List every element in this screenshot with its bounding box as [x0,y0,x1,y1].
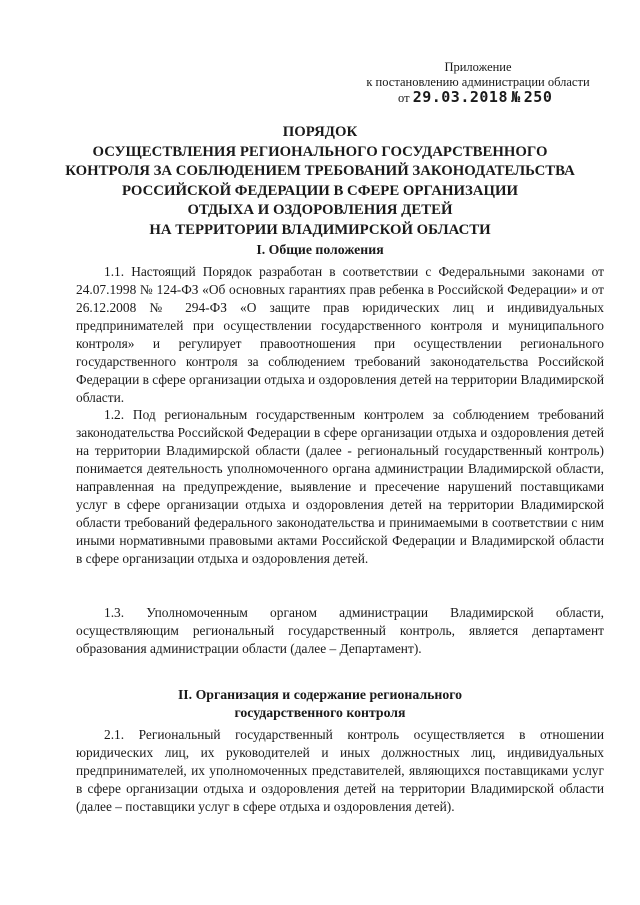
handwritten-number: 250 [523,88,553,106]
paragraph [76,726,604,816]
paragraph [76,604,604,658]
appendix-reference: к постановлению администрации области [366,75,590,89]
section-heading-line: II. Организация и содержание регионального [177,687,463,702]
title-line: КОНТРОЛЯ ЗА СОБЛЮДЕНИЕМ ТРЕБОВАНИЙ ЗАКОНОДАТЕЛЬСТВА [65,163,575,179]
paragraph-text: 1.1. Настоящий Порядок разработан в соответствии с Федеральными законами от 24.07.1998 № 124-ФЗ «Об основных гарантиях прав ребенка в Российской Федерации» и от 26.12.2008 № 294-ФЗ «О защите прав юридических лиц и индивидуальных предпринимателей при осуществлении государственного контроля и муниципального контроля» и регулирует правоотношения при осуществлении регионального государственного контроля за соблюдением требований законодательства Российской Федерации в сфере организации отдыха и оздоровления детей на территории Владимирской области. [76,264,604,405]
section-heading-line: государственного контроля [234,705,406,720]
paragraph [76,406,604,568]
appendix-date-line [398,90,598,106]
paragraph-text: 1.2. Под региональным государственным контролем за соблюдением требований законодательства Российской Федерации в сфере организации отдыха и оздоровления детей на территории Владимирской области (далее - региональный государственный контроль) понимается деятельность уполномоченного органа администрации Владимирской области, направленная на предупреждение, выявление и пресечение нарушений поставщиками услуг в сфере организации отдыха и оздоровления детей на территории Владимирской области требований федерального законодательства и принимаемыми в соответствии с ним иными нормативными правовыми актами Российской Федерации и Владимирской области в сфере организации отдыха и оздоровления детей. [76,407,604,566]
paragraph [76,263,604,407]
number-sign: № [511,88,521,106]
section-heading [60,686,580,722]
title-line: ОТДЫХА И ОЗДОРОВЛЕНИЯ ДЕТЕЙ [187,202,453,218]
appendix-block [358,60,598,106]
section-heading: I. Общие положения [256,242,384,257]
title-line: ПОРЯДОК [282,124,358,140]
date-prefix: от [398,91,410,105]
title-line: НА ТЕРРИТОРИИ ВЛАДИМИРСКОЙ ОБЛАСТИ [149,221,491,238]
title-line: РОССИЙСКОЙ ФЕДЕРАЦИИ В СФЕРЕ ОРГАНИЗАЦИИ [121,182,518,199]
paragraph-text: 1.3. Уполномоченным органом администрации Владимирской области, осуществляющим региональный государственный контроль, является департамент образования администрации области (далее – Департамент). [76,605,604,656]
title-line: ОСУЩЕСТВЛЕНИЯ РЕГИОНАЛЬНОГО ГОСУДАРСТВЕННОГО [92,143,548,160]
document-title [60,123,580,240]
handwritten-date: 29.03.2018 [412,88,508,106]
appendix-label: Приложение [444,60,512,74]
paragraph-text: 2.1. Региональный государственный контроль осуществляется в отношении юридических лиц, их руководителей и иных должностных лиц, индивидуальных предпринимателей, их уполномоченных представителей, являющихся поставщиками услуг в сфере организации отдыха и оздоровления детей на территории Владимирской области (далее – поставщики услуг в сфере отдыха и оздоровления детей). [76,727,604,814]
